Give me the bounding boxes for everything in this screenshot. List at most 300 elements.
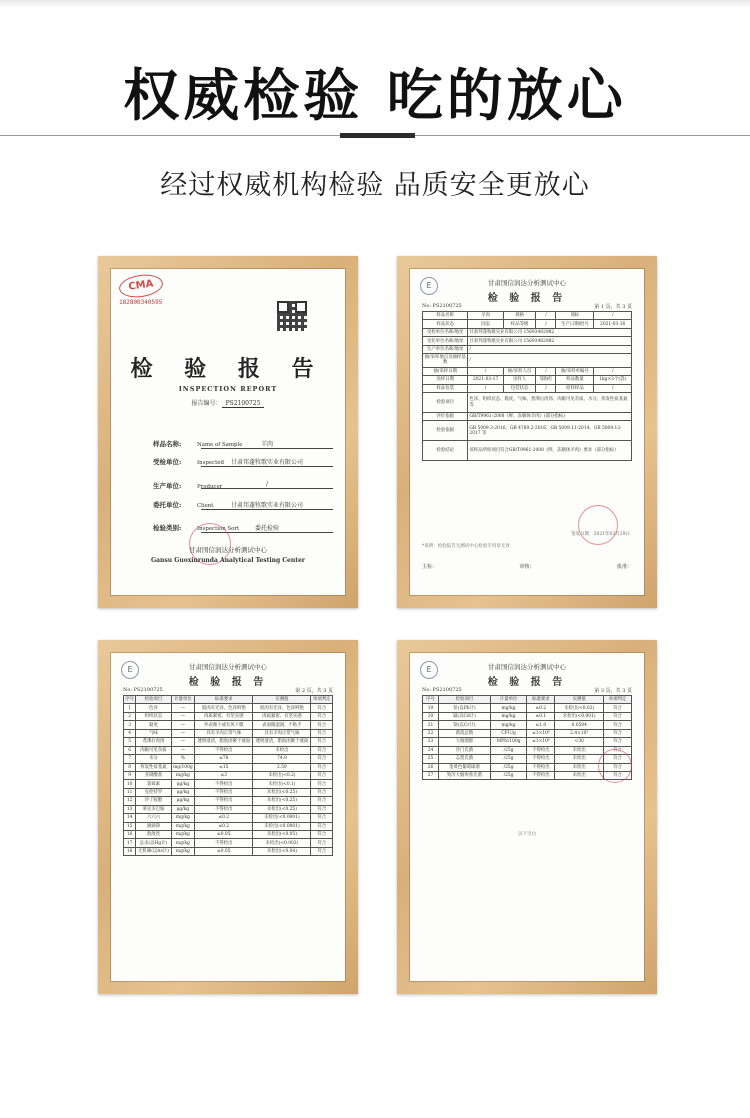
table-cell: 不得检出 — [527, 763, 555, 771]
table-cell: 六六六 — [136, 814, 171, 822]
table-cell: 规格 — [503, 312, 536, 320]
table-cell: — — [171, 729, 195, 737]
table-cell: 符合 — [311, 847, 333, 855]
table-cell: 透明澄清，脂肪团聚于液面 — [253, 738, 311, 746]
table-cell: 莱克多巴胺 — [136, 805, 171, 813]
table-cell: 2021-03-17 — [468, 376, 503, 384]
table-cell: 6 — [124, 746, 136, 754]
end-mark: 以下空白 — [518, 832, 536, 837]
cover-footer-org: 甘肃国信润达分析测试中心 — [189, 546, 267, 554]
cover-field-label: 样品名称: — [153, 440, 182, 448]
table-cell: 检验项目 — [423, 393, 468, 413]
table-cell: 镉(以Cd计) — [439, 712, 491, 720]
cover-field — [153, 457, 333, 466]
table-cell: mg/100g — [173, 764, 193, 770]
table-cell: 沙门氏菌 — [439, 746, 491, 754]
table-cell: 样品等级 — [503, 320, 536, 328]
seal-stamp — [598, 749, 632, 783]
table-row — [124, 797, 333, 805]
cover-field — [153, 481, 333, 490]
table-cell: mg/kg — [171, 814, 195, 822]
table-cell: / — [594, 367, 632, 375]
table-cell: 1 — [124, 704, 136, 712]
table-cell: 表面微湿润，不粘手 — [253, 721, 311, 729]
table-cell: 煮沸后肉汤 — [136, 738, 171, 746]
table-row — [124, 831, 333, 839]
table-cell: 符合 — [604, 771, 632, 779]
table-row — [423, 393, 632, 413]
table-row — [124, 746, 333, 754]
cma-stamp: CMA — [118, 272, 165, 300]
table-cell: ≤15 — [195, 763, 253, 771]
table-cell: 符合 — [604, 704, 632, 712]
table-cell: 未检出(<0.25) — [253, 805, 311, 813]
table-row — [124, 847, 333, 855]
table-cell: 未检出(<0.1) — [253, 780, 311, 788]
table-header-cell: 标准要求 — [195, 696, 253, 704]
table-cell: 7 — [124, 755, 136, 763]
report-number: 报告编号： PS2100725 — [111, 398, 345, 407]
qr-code-icon — [277, 301, 307, 331]
table-cell: 商标 — [556, 312, 594, 320]
report-page-3 — [410, 653, 644, 981]
table-cell: 样品名称 — [423, 312, 468, 320]
table-cell: 不得检出 — [195, 839, 253, 847]
table-cell: / — [536, 384, 556, 392]
table-cell: 生产日期/批号 — [556, 320, 594, 328]
table-cell: % — [171, 755, 195, 763]
table-cell: 不得检出 — [527, 771, 555, 779]
table-cell: GB/T9961-2008《鲜、冻胴体羊肉》(部分指标) — [468, 413, 632, 421]
table-cell: 肉眼可见杂质 — [136, 746, 171, 754]
table-cell: 送样人 — [503, 376, 536, 384]
table-row — [423, 320, 632, 328]
table-row — [124, 721, 333, 729]
cover-field-label: 检验类别: — [153, 524, 182, 532]
table-cell: ≤1×10⁴ — [527, 738, 555, 746]
table-cell: 符合 — [311, 797, 333, 805]
signer-reviewer: 审核： — [519, 564, 535, 570]
table-row — [423, 721, 632, 729]
table-cell: / — [594, 312, 632, 320]
table-cell: — — [171, 704, 195, 712]
report-note: *说明：检验报告无测试中心检验专用章无效 — [422, 544, 510, 549]
table-cell: 敌敌畏 — [136, 831, 171, 839]
table-cell: 2021-03-16 — [594, 320, 632, 328]
table-cell: μg/kg — [171, 780, 195, 788]
table-cell: — — [171, 738, 195, 746]
table-cell: mg/kg — [490, 721, 527, 729]
table-row — [423, 337, 632, 345]
table-cell: 生产单位名称/地址 — [423, 345, 468, 353]
table-cell: 未检出(<0.02) — [555, 704, 604, 712]
report-cover-page — [111, 269, 345, 595]
table-cell: 未检出(<0.04) — [253, 847, 311, 855]
table-header-cell: 序号 — [423, 696, 439, 704]
table-cell: 无机砷(以As计) — [136, 847, 171, 855]
table-cell: 固态 — [468, 320, 503, 328]
table-cell: 符合 — [311, 721, 333, 729]
top-band — [0, 0, 750, 8]
cover-field-label-en: Name of Sample — [197, 442, 243, 448]
table-cell: 抽/采样日期 — [423, 367, 468, 375]
cover-title: 检 验 报 告 — [130, 356, 326, 382]
table-cell: ≤3 — [195, 771, 253, 779]
table-cell: — — [171, 712, 195, 720]
table-cell: ≤1×10⁶ — [527, 729, 555, 737]
table-cell: 11 — [124, 788, 136, 796]
cover-field-label: 委托单位: — [153, 501, 182, 509]
table-cell: 符合 — [311, 746, 333, 754]
table-row — [423, 345, 632, 353]
table-cell: MPN/100g — [490, 738, 527, 746]
cover-field — [153, 439, 333, 448]
table-cell: mg/kg — [171, 847, 195, 855]
table-cell: 黏度 — [136, 721, 171, 729]
table-cell: 0.0594 — [555, 721, 604, 729]
table-cell: 未检出(<0.2) — [253, 771, 311, 779]
table-cell: 12 — [124, 797, 136, 805]
signer-inspector: 主检： — [422, 564, 438, 570]
table-cell: / — [468, 345, 632, 353]
table-cell: mg/kg — [171, 831, 195, 839]
table-row — [423, 441, 632, 461]
table-header-cell: 计量单位 — [171, 696, 195, 704]
table-row — [423, 421, 632, 441]
table-row — [423, 413, 632, 421]
table-header-cell: 单项判定 — [604, 696, 632, 704]
certificate-frame-page2 — [98, 640, 358, 994]
table-cell: 色泽 — [136, 704, 171, 712]
table-header-cell: 单项判定 — [312, 697, 331, 703]
table-cell: 菌落总数 — [439, 729, 491, 737]
table-row — [124, 729, 333, 737]
table-cell: 2 — [124, 712, 136, 720]
certificate-frame-page1 — [397, 256, 657, 608]
table-row — [423, 384, 632, 392]
table-cell: 大肠菌群 — [439, 738, 491, 746]
table-cell: 符合 — [311, 738, 333, 746]
table-cell: ≤0.2 — [527, 704, 555, 712]
table-cell: 评价依据 — [423, 413, 468, 421]
table-cell: 检验依据 — [423, 421, 468, 441]
table-cell: 志贺氏菌 — [439, 755, 491, 763]
center-logo-icon: E — [420, 661, 438, 679]
table-cell: μg/kg — [171, 805, 195, 813]
table-cell: 3 — [124, 721, 136, 729]
table-row — [124, 839, 333, 847]
table-cell: 气味 — [136, 729, 171, 737]
table-cell: — — [171, 721, 195, 729]
table-cell: 挥发性盐基氮 — [136, 763, 171, 771]
table-row — [124, 738, 333, 746]
table-cell: 铬(以Cr计) — [439, 721, 491, 729]
table-header-cell: 序号 — [125, 697, 135, 703]
table-cell: 20 — [423, 712, 439, 720]
table-cell: 9 — [124, 771, 136, 779]
table-cell: ≤0.05 — [195, 847, 253, 855]
table-cell: 受托单位名称/地址 — [423, 337, 468, 345]
table-cell: 肌肉有光泽，色泽鲜艳 — [195, 704, 253, 712]
table-cell: 符合 — [604, 721, 632, 729]
table-cell: 检验结论 — [423, 441, 468, 461]
table-cell: 未检出(<0.05) — [253, 831, 311, 839]
table-cell: 18 — [124, 847, 136, 855]
table-cell: 未检出 — [555, 746, 604, 754]
center-logo-icon: E — [420, 277, 438, 295]
page-org: 甘肃国信润达分析测试中心 — [488, 663, 566, 671]
table-row — [423, 328, 632, 336]
table-cell: μg/kg — [171, 788, 195, 796]
sign-date: 签发日期：2021年03月29日 — [571, 532, 630, 537]
table-cell: 2.4×10³ — [555, 729, 604, 737]
cma-number: 182800340595 — [119, 299, 163, 306]
table-cell: 未检出 — [555, 763, 604, 771]
table-cell: 符合 — [604, 729, 632, 737]
table-cell: 包装状态 — [503, 384, 536, 392]
table-cell: / — [468, 354, 632, 368]
cover-field-value: 甘肃邦蓬牧歌实业有限公司 — [201, 457, 333, 467]
table-cell: 符合 — [311, 729, 333, 737]
table-cell: 样品包装 — [423, 384, 468, 392]
table-row — [423, 704, 632, 712]
subheadline: 经过权威机构检验 品质安全更放心 — [160, 170, 590, 201]
table-cell: 74.9 — [253, 755, 311, 763]
cover-field-label-en: Inspected — [197, 460, 224, 466]
table-cell: mg/kg — [490, 704, 527, 712]
cover-footer-org-en: Gansu Guoxinrunda Analytical Testing Center — [151, 557, 305, 564]
table-cell: 符合 — [311, 814, 333, 822]
seal-stamp — [578, 505, 618, 545]
table-row — [423, 367, 632, 375]
table-cell: 沙丁胺醇 — [136, 797, 171, 805]
table-cell: 金黄色葡萄球菌 — [439, 763, 491, 771]
table-cell: ≤0.05 — [195, 831, 253, 839]
table-cell: 未检出(<0.25) — [253, 797, 311, 805]
table-row — [423, 712, 632, 720]
table-header-cell: 检验项目 — [439, 696, 491, 704]
cover-field-label: 受检单位: — [153, 458, 182, 466]
table-row — [124, 805, 333, 813]
table-cell: 送样日期 — [423, 376, 468, 384]
table-cell: ≤78 — [195, 755, 253, 763]
table-header-cell: 实测值 — [555, 696, 604, 704]
table-cell: 22 — [423, 729, 439, 737]
table-cell: 未检出 — [555, 771, 604, 779]
table-cell: mg/kg — [171, 822, 195, 830]
table-cell: 符合 — [311, 831, 333, 839]
table-cell: 符合 — [311, 805, 333, 813]
table-cell: 符合 — [604, 755, 632, 763]
table-cell: 水分 — [136, 755, 171, 763]
report-page-1 — [410, 269, 644, 595]
table-cell: 25 — [423, 755, 439, 763]
table-cell: μg/kg — [171, 797, 195, 805]
table-cell: 原样样品 — [556, 384, 594, 392]
table-cell: 未检出(<0.25) — [253, 788, 311, 796]
table-row — [124, 814, 333, 822]
table-cell: 不得检出 — [195, 746, 253, 754]
cover-field — [153, 500, 333, 509]
table-cell: 色泽、组织状态、黏度、气味、煮沸后肉汤、肉眼可见杂质、水分、挥发性盐基氮等 — [468, 393, 632, 413]
cover-field-label-en: Inspection Sort — [197, 526, 240, 532]
table-cell: 克伦特罗 — [136, 788, 171, 796]
certificate-frame-page3 — [397, 640, 657, 994]
table-cell: 不得检出 — [195, 805, 253, 813]
table-cell: 甘肃邦蓬牧歌实业有限公司 15693482982 — [468, 328, 632, 336]
report-page-2 — [111, 653, 345, 981]
table-cell: 未检出 — [253, 746, 311, 754]
table-cell: 不得检出 — [195, 788, 253, 796]
report-summary-table — [422, 311, 632, 461]
table-cell: 滴滴涕 — [136, 822, 171, 830]
table-header-row — [423, 696, 632, 704]
table-row — [124, 763, 333, 771]
table-cell: 符合 — [311, 822, 333, 830]
table-cell: /25g — [490, 763, 527, 771]
table-cell: 符合 — [311, 788, 333, 796]
table-cell: 符合 — [311, 712, 333, 720]
table-cell: 26 — [423, 763, 439, 771]
table-cell: 氯霉素 — [136, 780, 171, 788]
table-row — [423, 746, 632, 754]
table-cell: 肉质紧密，有坚实感 — [195, 712, 253, 720]
table-cell: 具有羊肉正常气味 — [195, 729, 253, 737]
cover-field — [153, 523, 333, 532]
table-cell: 19 — [423, 704, 439, 712]
table-cell: 符合 — [604, 746, 632, 754]
table-cell: 外表微干或有风干膜 — [195, 721, 253, 729]
table-row — [423, 354, 632, 368]
table-cell: 符合 — [604, 712, 632, 720]
page-meta: No: PS2100725 第 2 页，共 3 页 — [123, 687, 333, 694]
table-cell: 受检单位名称/地址 — [423, 328, 468, 336]
table-cell: 10 — [124, 780, 136, 788]
table-header-cell: 检验项目 — [136, 696, 171, 704]
table-cell: 透明澄清，脂肪团聚于液面 — [195, 738, 253, 746]
table-cell: / — [536, 320, 556, 328]
table-cell: 样品数量 — [556, 376, 594, 384]
table-cell: 肌肉有光泽，色泽鲜艳 — [253, 704, 311, 712]
table-cell: ≤0.2 — [195, 822, 253, 830]
divider-accent — [340, 133, 415, 138]
table-cell: mg/kg — [171, 771, 195, 779]
page-title: 检 验 报 告 — [188, 677, 268, 688]
table-cell: /25g — [490, 771, 527, 779]
table-cell: 符合 — [311, 755, 333, 763]
cover-field-label: 生产单位: — [153, 482, 182, 490]
table-cell: 肉质紧密，有坚实感 — [253, 712, 311, 720]
table-cell: 符合 — [604, 738, 632, 746]
headline: 权威检验 吃的放心 — [123, 64, 627, 129]
page-title: 检 验 报 告 — [487, 677, 567, 688]
table-cell: 邹海红 — [536, 376, 556, 384]
table-cell: /25g — [490, 755, 527, 763]
table-row — [124, 788, 333, 796]
signature-row — [422, 563, 632, 570]
table-cell: 17 — [124, 839, 136, 847]
table-cell: 总汞(以Hg计) — [136, 839, 171, 847]
table-cell: 符合 — [311, 704, 333, 712]
cover-field-value: 甘肃邦蓬牧歌实业有限公司 — [201, 500, 333, 510]
table-cell: 16 — [124, 831, 136, 839]
page-meta: No: PS2100725 第 3 页，共 3 页 — [422, 687, 632, 694]
table-cell: 样品状态 — [423, 320, 468, 328]
table-cell: / — [468, 367, 503, 375]
table-row — [124, 771, 333, 779]
table-cell: 不得检出 — [195, 797, 253, 805]
table-cell: 未检出(<0.0001) — [253, 814, 311, 822]
center-logo-icon: E — [121, 661, 139, 679]
table-cell: 符合 — [311, 771, 333, 779]
table-cell: 铅(以Pb计) — [439, 704, 491, 712]
table-row — [423, 738, 632, 746]
table-cell: 羊肉 — [468, 312, 503, 320]
table-cell: 未检出 — [555, 755, 604, 763]
table-cell: 不得检出 — [527, 746, 555, 754]
table-cell: 5 — [124, 738, 136, 746]
table-header-cell: 标准要求 — [527, 696, 555, 704]
table-row — [124, 755, 333, 763]
table-cell: 未检出(<0.003) — [253, 839, 311, 847]
table-cell: <30 — [555, 738, 604, 746]
table-cell: 符合 — [311, 780, 333, 788]
table-cell: / — [468, 384, 503, 392]
page-org: 甘肃国信润达分析测试中心 — [189, 663, 267, 671]
table-cell: 组织状态 — [136, 712, 171, 720]
table-cell: 符合 — [604, 763, 632, 771]
table-cell: 致泻大肠埃希氏菌 — [439, 771, 491, 779]
cover-title-en: INSPECTION REPORT — [178, 385, 278, 393]
cover-field-value: 委托检验 — [201, 523, 333, 533]
table-cell: 1kg×3个(袋) — [594, 376, 632, 384]
table-header-cell: 计量单位 — [490, 696, 527, 704]
table-cell: mg/kg — [171, 839, 195, 847]
table-cell: 24 — [423, 746, 439, 754]
cover-field-value: / — [201, 481, 333, 489]
table-cell: /25g — [490, 746, 527, 754]
table-cell: ≤1.0 — [527, 721, 555, 729]
table-row — [423, 312, 632, 320]
table-row — [124, 712, 333, 720]
cover-field-label-en: Producer — [197, 484, 223, 490]
page-title: 检 验 报 告 — [487, 293, 567, 304]
table-row — [124, 704, 333, 712]
table-row — [124, 780, 333, 788]
table-cell: 未检出(<0.001) — [555, 712, 604, 720]
table-cell: 抽/采样地点及抽样基数 — [423, 354, 468, 368]
cover-field-value: 羊肉 — [201, 439, 333, 449]
table-header-row — [124, 696, 333, 704]
table-row — [423, 729, 632, 737]
table-cell: / — [536, 312, 556, 320]
table-cell: GB 5009.3-2016、GB 4789.2-2016、GB 5009.11-2014、GB 5009.12-2017 等 — [468, 421, 632, 441]
page-org: 甘肃国信润达分析测试中心 — [488, 279, 566, 287]
table-cell: ≤0.1 — [527, 712, 555, 720]
table-cell: — — [171, 746, 195, 754]
table-row — [423, 376, 632, 384]
table-cell: 不得检出 — [527, 755, 555, 763]
signer-approver: 批准： — [616, 564, 632, 570]
table-cell: 具有羊肉正常气味 — [253, 729, 311, 737]
table-cell: 符合 — [311, 763, 333, 771]
table-cell: 甘肃邦蓬牧歌实业有限公司 15693482982 — [468, 337, 632, 345]
table-cell: 未检出(<0.0001) — [253, 822, 311, 830]
table-cell: 15 — [124, 822, 136, 830]
table-cell: mg/kg — [490, 712, 527, 720]
table-cell: 4 — [124, 729, 136, 737]
certificate-frame-cover — [98, 256, 358, 608]
